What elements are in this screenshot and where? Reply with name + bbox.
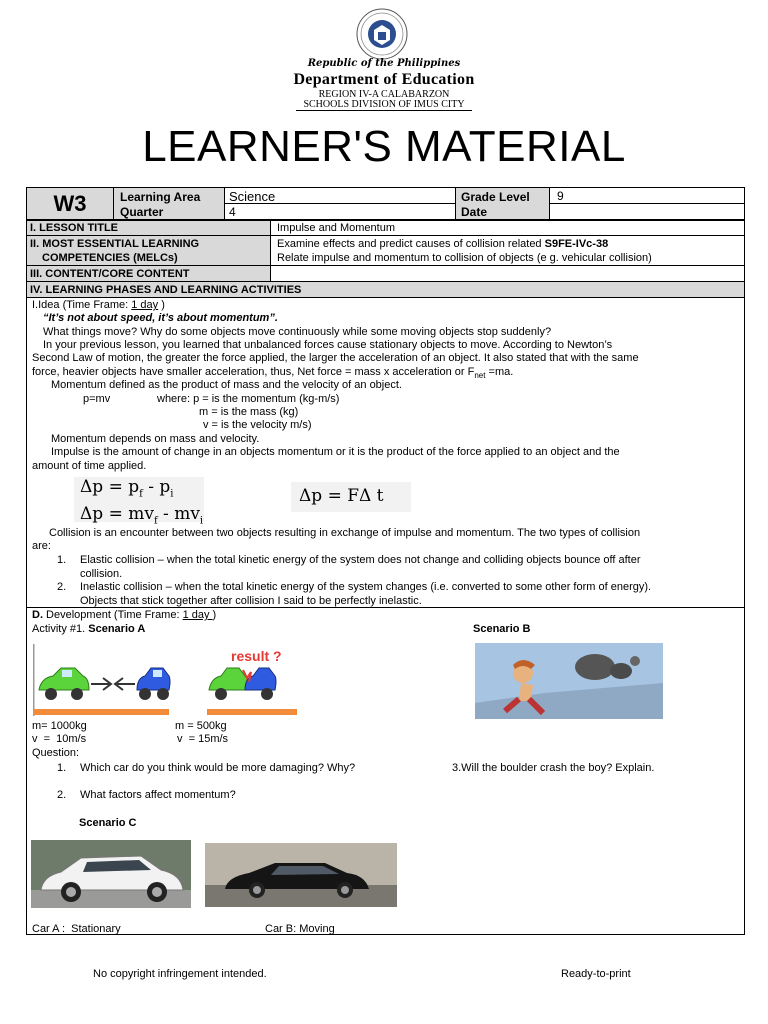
formula-where: where: p = is the momentum (kg-m/s) bbox=[157, 393, 340, 405]
formula-v: v = is the velocity m/s) bbox=[203, 419, 312, 431]
development-time: 1 day bbox=[182, 609, 213, 621]
formula-pmv: p=mv bbox=[83, 393, 111, 405]
scenario-b-label: Scenario B bbox=[473, 623, 531, 635]
car-a-photo bbox=[31, 840, 191, 908]
list-number-1: 1. bbox=[57, 554, 67, 566]
phases-label: IV. LEARNING PHASES AND LEARNING ACTIVITIES bbox=[30, 284, 302, 296]
idea-p6-line1: Collision is an encounter between two objects resulting in exchange of impulse and momentum. The two types of collision bbox=[49, 527, 641, 539]
result-label: result ? bbox=[231, 648, 282, 664]
content-label-cell bbox=[26, 265, 271, 282]
learning-area-label: Learning Area bbox=[120, 190, 201, 204]
melc-item-1-text: Examine effects and predict causes of collision related bbox=[277, 238, 545, 250]
scenario-a-label: Scenario A bbox=[88, 623, 146, 635]
list-number-2: 2. bbox=[57, 581, 67, 593]
department-line: Department of Education bbox=[293, 71, 475, 88]
question-2: What factors affect momentum? bbox=[80, 789, 236, 801]
idea-p1: What things move? Why do some objects move continuously while some moving objects stop suddenly? bbox=[43, 326, 552, 338]
impulse-equation-2: $\Delta p = mv_f - mv_i$ bbox=[80, 504, 204, 527]
idea-quote: “It’s not about speed, it’s about momentum”. bbox=[43, 312, 278, 324]
phases-label-cell bbox=[26, 281, 745, 298]
quarter-value-cell bbox=[224, 203, 456, 220]
car-b-photo bbox=[205, 843, 397, 907]
grade-level-value: 9 bbox=[557, 189, 564, 203]
melc-label-line2: COMPETENCIES (MELCs) bbox=[42, 252, 178, 264]
grade-level-label: Grade Level bbox=[461, 190, 530, 204]
quarter-label: Quarter bbox=[120, 205, 164, 219]
idea-p3: Momentum defined as the product of mass and the velocity of an object. bbox=[51, 379, 402, 391]
elastic-line2: collision. bbox=[80, 568, 123, 580]
idea-p6-line2: are: bbox=[32, 540, 51, 552]
division-line: SCHOOLS DIVISION OF IMUS CITY bbox=[303, 99, 465, 110]
melc-item-1 bbox=[277, 238, 608, 250]
week-label: W3 bbox=[53, 191, 87, 216]
scenario-b-illustration bbox=[475, 643, 663, 719]
grade-level-value-cell bbox=[549, 187, 745, 204]
header-rule bbox=[296, 110, 472, 111]
grade-date-labels bbox=[455, 187, 550, 220]
idea-section bbox=[26, 297, 745, 608]
idea-p5-line2: amount of time applied. bbox=[32, 460, 147, 472]
impulse-equation-box bbox=[74, 477, 204, 527]
mass-car-2: m = 500kg bbox=[175, 720, 227, 732]
republic-line: Republic of the Philippines bbox=[307, 58, 461, 69]
melc-label-line1: II. MOST ESSENTIAL LEARNING bbox=[30, 238, 200, 250]
impulse-force-equation: Δp = FΔ t bbox=[291, 482, 411, 512]
deped-seal-icon bbox=[356, 8, 408, 60]
melc-code: S9FE-IVc-38 bbox=[544, 238, 609, 250]
development-heading: D. Development (Time Frame: 1 day ) bbox=[32, 609, 217, 621]
week-cell bbox=[26, 187, 114, 220]
question-number-2: 2. bbox=[57, 789, 67, 801]
idea-p4: Momentum depends on mass and velocity. bbox=[51, 433, 260, 445]
melc-value-cell bbox=[270, 235, 745, 266]
idea-close: ) bbox=[158, 299, 165, 311]
inelastic-line1: Inelastic collision – when the total kinetic energy of the system changes (i.e. converted to some other form of energy). bbox=[80, 581, 652, 593]
footer-ready: Ready-to-print bbox=[561, 968, 631, 980]
velocity-car-2: v = 15m/s bbox=[177, 733, 229, 745]
date-value-cell bbox=[549, 203, 745, 220]
date-label: Date bbox=[461, 205, 488, 219]
idea-p2-end: =ma. bbox=[485, 366, 514, 378]
lesson-title-value: Impulse and Momentum bbox=[277, 222, 395, 234]
idea-heading bbox=[32, 299, 165, 313]
impulse-equation-1: $\Delta p = p_f - p_i$ bbox=[80, 477, 174, 500]
inelastic-line2: Objects that stick together after collision I said to be perfectly inelastic. bbox=[80, 595, 422, 607]
idea-p2-line2: Second Law of motion, the greater the force applied, the larger the acceleration of an object. It also stated that with the same bbox=[32, 352, 639, 364]
idea-time: 1 day bbox=[131, 299, 159, 311]
content-value-cell bbox=[270, 265, 745, 282]
footer-disclaimer: No copyright infringement intended. bbox=[93, 968, 267, 980]
elastic-line1: Elastic collision – when the total kinetic energy of the system does not change and colliding objects bounce off after bbox=[80, 554, 641, 566]
region-line: REGION IV-A CALABARZON bbox=[318, 89, 450, 100]
scenario-c-label: Scenario C bbox=[79, 817, 137, 829]
page-title: LEARNER'S MATERIAL bbox=[142, 122, 626, 171]
learning-area-value-cell bbox=[224, 187, 456, 204]
content-label: III. CONTENT/CORE CONTENT bbox=[30, 268, 190, 280]
lesson-title-label-cell bbox=[26, 220, 271, 236]
idea-p2-text: force, heavier objects have smaller acceleration, thus, Net force = mass x acceleration or F bbox=[32, 366, 475, 378]
melc-item-2: Relate impulse and momentum to collision of objects (e g. vehicular collision) bbox=[277, 252, 652, 264]
velocity-car-1: v = 10m/s bbox=[32, 733, 87, 745]
lesson-title-value-cell bbox=[270, 220, 745, 236]
mass-car-1: m= 1000kg bbox=[32, 720, 87, 732]
question-label: Question: bbox=[32, 747, 80, 759]
development-section bbox=[26, 607, 745, 935]
area-quarter-labels bbox=[113, 187, 225, 220]
lesson-title-label: I. LESSON TITLE bbox=[30, 222, 119, 234]
question-number-1: 1. bbox=[57, 762, 67, 774]
question-3: 3.Will the boulder crash the boy? Explain. bbox=[452, 762, 655, 774]
idea-p5-line1: Impulse is the amount of change in an objects momentum or it is the product of the force applied to an object and the bbox=[51, 446, 620, 458]
question-1: Which car do you think would be more damaging? Why? bbox=[80, 762, 356, 774]
activity-heading: Activity #1. Scenario A bbox=[32, 623, 146, 635]
formula-m: m = is the mass (kg) bbox=[199, 406, 299, 418]
idea-label: I.Idea (Time Frame: bbox=[32, 299, 132, 311]
car-b-caption: Car B: Moving bbox=[265, 923, 335, 935]
melc-label-cell bbox=[26, 235, 271, 266]
car-a-caption: Car A : Stationary bbox=[32, 923, 121, 935]
quarter-value: 4 bbox=[229, 205, 236, 219]
net-subscript: net bbox=[474, 371, 486, 381]
learning-area-value: Science bbox=[229, 189, 276, 204]
idea-p2-line1: In your previous lesson, you learned that unbalanced forces cause stationary objects to move. According to Newton’s bbox=[43, 339, 613, 351]
